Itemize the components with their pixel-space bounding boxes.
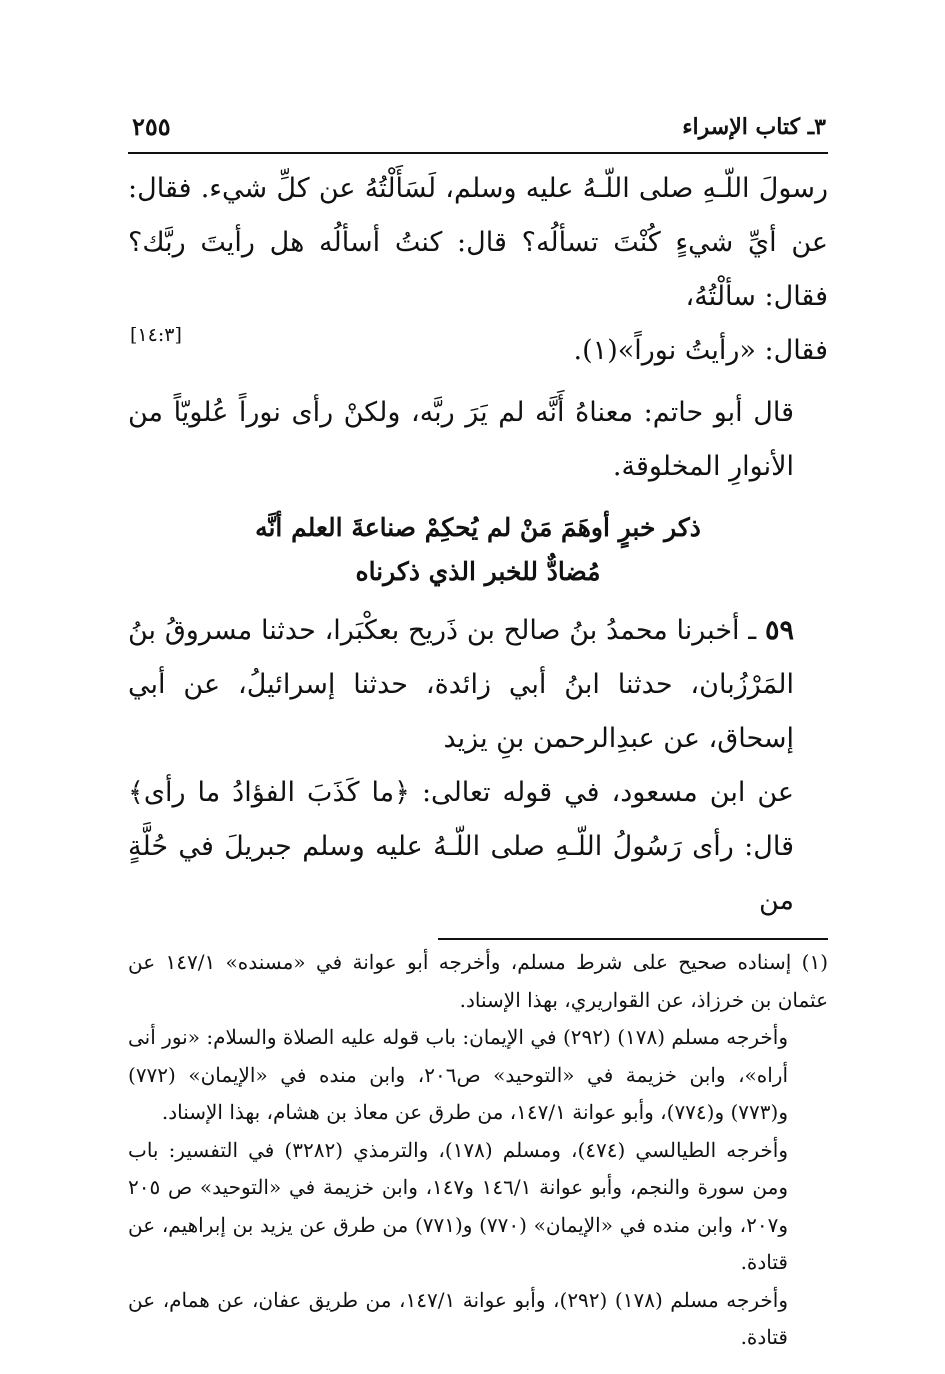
running-header	[128, 108, 828, 154]
footnote-1-text: إسناده صحيح على شرط مسلم، وأخرجه أبو عوانة في «مسنده» ١٤٧/١ عن عثمان بن خرزاذ، عن القواريري، بهذا الإسناد.	[128, 950, 828, 1012]
abu-hatim-commentary: قال أبو حاتم: معناهُ أَنَّه لم يَرَ ربَّه، ولكنْ رأى نوراً عُلويّاً من الأنوارِ المخلوقة.	[128, 397, 794, 482]
hadith-58-final-quote: فقال: «رأيتُ نوراً»(١).	[573, 335, 828, 366]
hadith-reference-tag: [١٤:٣]	[130, 324, 182, 346]
hadith-59-matn: عن ابن مسعود، في قوله تعالى: ﴿ما كَذَبَ الفؤادُ ما رأى﴾ قال: رأى رَسُولُ اللّـهِ صلى اللّـهُ عليه وسلم جبريلَ في حُلَّةٍ من	[128, 777, 794, 916]
paragraph-hadith-58-end: رسولَ اللّـهِ صلى اللّـهُ عليه وسلم، لَسَأَلْتُهُ عن كلِّ شيء. فقال: عن أيِّ شيءٍ كُنْتَ تسألُه؟ قال: كنتُ أسألُه هل رأيتَ ربَّك؟ فقال: سألْتُهُ،	[128, 173, 828, 312]
book-page	[128, 108, 828, 1357]
section-heading	[128, 506, 828, 594]
section-heading-line-1: ذكر خبرٍ أوهَمَ مَنْ لم يُحكِمْ صناعةَ العلم أنَّه	[255, 513, 701, 542]
hadith-59-isnad-text: ـ أخبرنا محمدُ بنُ صالح بن ذَريح بعكْبَرا، حدثنا مسروقُ بنُ المَرْزُبان، حدثنا ابنُ أبي زائدة، حدثنا إسرائيلُ، عن أبي إسحاق، عن عبدِالرحمن بنِ يزيد	[128, 615, 794, 754]
footnote-1-para-4: وأخرجه مسلم (١٧٨) (٢٩٢)، وأبو عوانة ١٤٧/١، من طريق عفان، عن همام، عن قتادة.	[128, 1287, 789, 1349]
section-heading-line-2: مُضادٌّ للخبر الذي ذكرناه	[355, 557, 601, 586]
chapter-title: ٣ـ كتاب الإسراء	[682, 114, 826, 140]
hadith-59-isnad	[128, 604, 828, 766]
footnotes	[128, 944, 828, 1357]
paragraph-hadith-58-last-line	[128, 324, 828, 378]
hadith-number: ٥٩	[764, 615, 794, 646]
footnote-separator	[438, 938, 828, 940]
footnote-marker: (١)	[801, 950, 828, 974]
page-number: ٢٥٥	[132, 112, 171, 141]
footnote-1-intro	[128, 944, 828, 1019]
footnote-1-para-2: وأخرجه مسلم (١٧٨) (٢٩٢) في الإيمان: باب قوله عليه الصلاة والسلام: «نور أنى أراه»، وابن خزيمة في «التوحيد» ص٢٠٦، وابن منده في «الإيمان» (٧٧٢) و(٧٧٣) و(٧٧٤)، وأبو عوانة ١٤٧/١، من طرق عن معاذ بن هشام، بهذا الإسناد.	[128, 1025, 789, 1124]
footnote-1-para-3: وأخرجه الطيالسي (٤٧٤)، ومسلم (١٧٨)، والترمذي (٣٢٨٢) في التفسير: باب ومن سورة والنجم، وأبو عوانة ١٤٦/١ و١٤٧، وابن خزيمة في «التوحيد» ص ٢٠٥ و٢٠٧، وابن منده في «الإيمان» (٧٧٠) و(٧٧١) من طرق عن يزيد بن إبراهيم، عن قتادة.	[128, 1137, 788, 1274]
